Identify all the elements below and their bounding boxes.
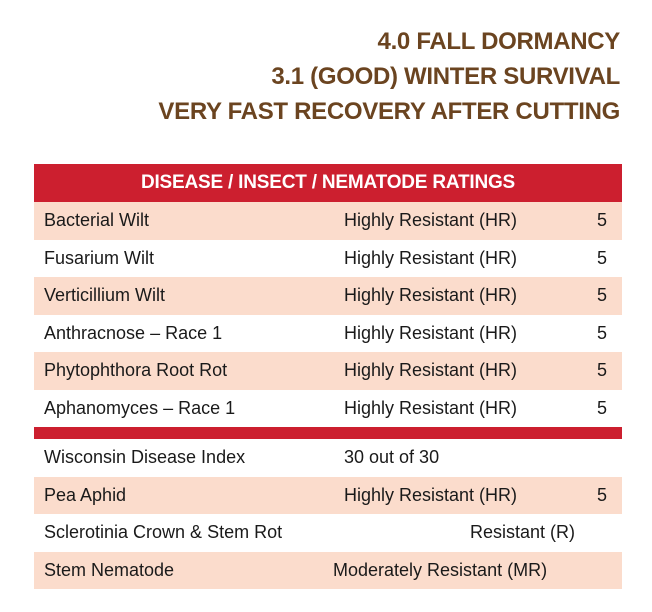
rating-score: 5 (597, 484, 608, 505)
disease-name: Aphanomyces – Race 1 (44, 397, 236, 418)
winter-survival-heading: 3.1 (GOOD) WINTER SURVIVAL (271, 63, 620, 90)
table-row (34, 514, 622, 552)
fall-dormancy-heading: 4.0 FALL DORMANCY (377, 28, 620, 55)
ratings-table-header: DISEASE / INSECT / NEMATODE RATINGS (34, 164, 622, 202)
nematode-name: Stem Nematode (44, 559, 175, 580)
resistance-rating: Highly Resistant (HR) (344, 322, 518, 343)
table-row (34, 315, 622, 353)
table-row (34, 439, 622, 477)
resistance-rating: Highly Resistant (HR) (344, 285, 518, 305)
table-row (34, 390, 622, 428)
table-row (34, 552, 622, 590)
rating-score: 5 (597, 247, 608, 268)
ratings-table (34, 164, 622, 589)
resistance-rating: Moderately Resistant (MR) (333, 559, 548, 580)
index-name: Wisconsin Disease Index (44, 447, 246, 467)
disease-name: Bacterial Wilt (44, 210, 150, 230)
table-row (34, 477, 622, 515)
resistance-rating: Highly Resistant (HR) (344, 397, 518, 418)
rating-score: 5 (597, 360, 608, 380)
index-value: 30 out of 30 (344, 447, 440, 467)
rating-score: 5 (597, 210, 608, 230)
resistance-rating: Resistant (R) (470, 522, 576, 542)
rating-score: 5 (597, 285, 608, 305)
rating-score: 5 (597, 397, 608, 418)
insect-name: Pea Aphid (44, 484, 127, 505)
table-row (34, 240, 622, 278)
table-row (34, 352, 622, 390)
table-row (34, 202, 622, 240)
recovery-heading: VERY FAST RECOVERY AFTER CUTTING (158, 98, 620, 125)
disease-name: Sclerotinia Crown & Stem Rot (44, 522, 283, 542)
section-divider (34, 427, 622, 439)
resistance-rating: Highly Resistant (HR) (344, 484, 518, 505)
table-row (34, 277, 622, 315)
rating-score: 5 (597, 322, 608, 343)
resistance-rating: Highly Resistant (HR) (344, 360, 518, 380)
resistance-rating: Highly Resistant (HR) (344, 247, 518, 268)
disease-name: Phytophthora Root Rot (44, 360, 228, 380)
disease-name: Verticillium Wilt (44, 285, 166, 305)
disease-name: Fusarium Wilt (44, 247, 155, 268)
disease-name: Anthracnose – Race 1 (44, 322, 223, 343)
resistance-rating: Highly Resistant (HR) (344, 210, 518, 230)
